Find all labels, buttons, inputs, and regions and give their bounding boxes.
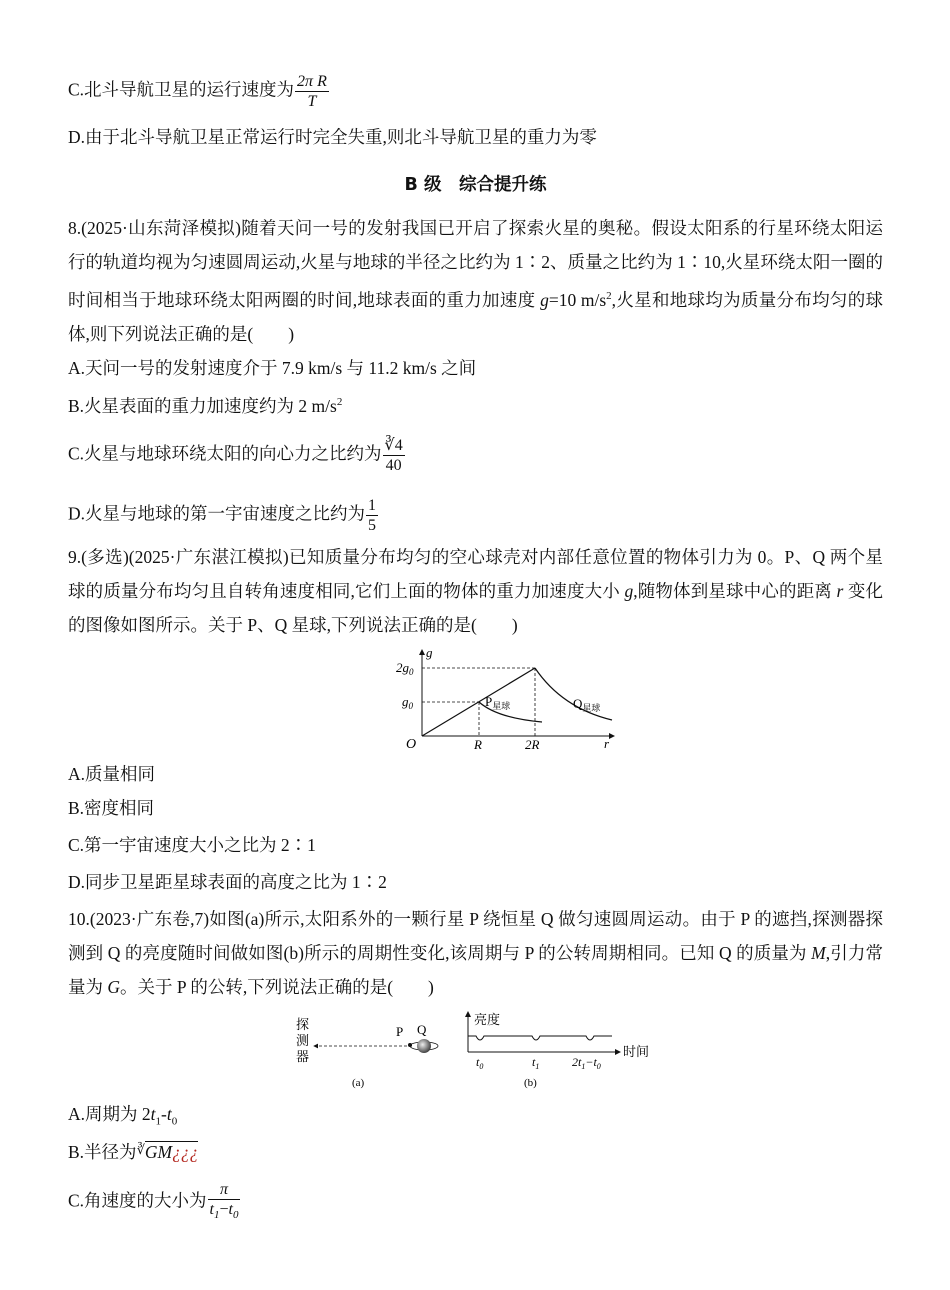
q8-stem-sup: 2 <box>606 290 612 302</box>
q10-caption-b: (b) <box>524 1077 537 1089</box>
q10-option-c-text: C.角速度的大小为 <box>68 1190 207 1211</box>
q9-x-label: r <box>604 736 610 751</box>
q10-c-fraction <box>208 1180 241 1225</box>
q9-origin-label: O <box>406 737 417 752</box>
q9-tick-g0 <box>402 694 414 711</box>
q10-c-den-minus: − <box>219 1201 229 1218</box>
q10-tick-2t1-sub: 1 <box>581 1062 586 1071</box>
q8-option-c-text: C.火星与地球环绕太阳的向心力之比约为 <box>68 443 382 464</box>
q10-c-numerator: π <box>208 1180 241 1200</box>
q9-label-Q <box>573 696 600 713</box>
q9-curve-Q <box>535 668 612 720</box>
q7-c-numerator: 2π R <box>297 73 327 90</box>
q10-stem-text-1: 10.(2023·广东卷,7)如图(a)所示,太阳系外的一颗行星 P 绕恒星 Q 做匀速圆周运动。由于 P 的遮挡,探测器探测到 Q 的亮度随时间做如图(b)所示的周期性变化,该周期与 P 的公转周期相同。已知 Q 的质量为 <box>68 909 883 963</box>
q8-option-d <box>68 496 378 535</box>
q8-option-b-text: B.火星表面的重力加速度约为 2 m/s <box>68 395 337 416</box>
q10-label-P: P <box>396 1024 404 1039</box>
q10-detector-char-2: 测 <box>296 1033 310 1048</box>
q9-stem-r: r <box>836 581 844 601</box>
q10-b-y-label: 亮度 <box>474 1012 501 1027</box>
q10-option-a-text: A.周期为 2 <box>68 1104 151 1124</box>
q10-brightness-curve <box>468 1036 612 1040</box>
q9-stem-g: g <box>624 581 634 601</box>
q7-option-c-text: C.北斗导航卫星的运行速度为 <box>68 79 295 100</box>
q8-stem-g: g <box>540 289 549 310</box>
q10-planet-P <box>408 1043 412 1047</box>
q8-option-b-sup: 2 <box>336 396 343 408</box>
q8-stem <box>68 211 883 351</box>
q10-tick-t0-main: t <box>476 1055 480 1069</box>
q9-stem-text-1: 9.(多选)(2025·广东湛江模拟)已知质量分布均匀的空心球壳对内部任意位置的物体引力为 0。P、Q 两个星球的质量分布均匀且自转角速度相同,它们上面的物体的重力加速度大小 <box>68 547 883 601</box>
q9-gravity-graph <box>392 646 622 754</box>
q10-b-gm: GM <box>144 1142 173 1162</box>
q8-stem-text-2: =10 m/s <box>548 289 607 310</box>
q10-a-minus: - <box>161 1104 167 1124</box>
q8-stem-text-3: ,火星和地球均为质量分布均匀的球体,则下列说法正确的是( ) <box>68 289 884 344</box>
q9-label-P-main: P <box>485 694 493 709</box>
q10-b-root-sign: ∛ <box>136 1142 145 1157</box>
q7-c-denominator: T <box>307 93 317 110</box>
q10-tick-2t1: 2t <box>572 1055 582 1069</box>
q10-tick-minus-t0: −t <box>585 1055 597 1069</box>
q10-b-garbled: ¿¿¿ <box>172 1142 199 1162</box>
q8-option-d-text: D.火星与地球的第一宇宙速度之比约为 <box>68 503 366 524</box>
q9-label-Q-main: Q <box>573 696 583 711</box>
q10-option-b <box>68 1138 198 1164</box>
q8-d-fraction <box>366 496 378 535</box>
q10-detector-char-1: 探 <box>296 1017 310 1032</box>
q10-tick-t1-main: t <box>532 1055 536 1069</box>
q8-c-denominator: 40 <box>385 457 402 474</box>
q7-option-d: D.由于北斗导航卫星正常运行时完全失重,则北斗导航卫星的重力为零 <box>68 127 597 147</box>
q8-option-b <box>68 390 342 418</box>
q9-tick-2g0-sub: 0 <box>409 667 414 677</box>
q9-tick-g0-sub: 0 <box>408 701 413 711</box>
q10-tick-2t1-t0 <box>572 1055 601 1071</box>
q9-y-label: g <box>426 646 433 660</box>
q9-option-a: A.质量相同 <box>68 764 156 784</box>
q10-tick-t1 <box>532 1055 539 1071</box>
q9-tick-2g0-main: 2g <box>396 660 409 675</box>
q9-label-P-sub: 星球 <box>492 701 511 711</box>
q10-tick-t1-sub: 1 <box>535 1062 540 1071</box>
q9-tick-R: R <box>474 737 482 752</box>
q8-d-numerator: 1 <box>368 497 377 514</box>
q8-c-fraction <box>383 436 405 475</box>
q9-tick-2g0 <box>396 660 414 677</box>
q10-c-den-t1: t <box>209 1201 214 1218</box>
q10-caption-a: (a) <box>352 1077 365 1089</box>
q10-option-b-text: B.半径为 <box>68 1142 137 1162</box>
q9-option-d: D.同步卫星距星球表面的高度之比为 1∶2 <box>68 872 387 892</box>
q10-a-t0: t <box>166 1104 172 1124</box>
q10-tick-t0 <box>476 1055 483 1071</box>
q9-stem <box>68 540 883 642</box>
q9-option-c: C.第一宇宙速度大小之比为 2∶1 <box>68 835 316 855</box>
q10-c-denominator <box>208 1200 241 1225</box>
q10-label-Q: Q <box>417 1022 427 1037</box>
q9-stem-text-2: ,随物体到星球中心的距离 <box>633 581 837 601</box>
q10-c-den-t0-sub: 0 <box>232 1209 239 1222</box>
q10-stem-M: M <box>811 943 826 963</box>
q9-tick-g0-main: g <box>402 694 409 709</box>
q10-b-radicand <box>145 1141 198 1162</box>
q10-figure-a <box>292 1012 442 1092</box>
q8-option-c <box>68 436 405 475</box>
q9-label-P <box>485 694 510 711</box>
q9-option-b: B.密度相同 <box>68 798 155 818</box>
q8-option-a: A.天问一号的发射速度介于 7.9 km/s 与 11.2 km/s 之间 <box>68 358 477 378</box>
q8-stem-text-1: 8.(2025·山东菏泽模拟)随着天问一号的发射我国已开启了探索火星的奥秘。假设太阳系的行星环绕太阳运行的轨道均视为匀速圆周运动,火星与地球的半径之比约为 1∶2、质量之比约为 1∶10,火星环绕太阳一圈的时间相当于地球环绕太阳两圈的时间,地球表面的重力加速度 <box>68 218 883 310</box>
q7-c-fraction <box>295 72 329 111</box>
q10-figure-b <box>460 1008 660 1092</box>
section-title: B 级 综合提升练 <box>404 175 547 195</box>
q7-option-c <box>68 72 329 111</box>
q10-a-t0-sub: 0 <box>171 1115 178 1128</box>
q10-c-den-t1-sub: 1 <box>214 1209 220 1222</box>
q8-d-denominator: 5 <box>368 517 377 534</box>
q10-option-a <box>68 1102 177 1134</box>
q10-tick-minus-t0-sub: 0 <box>596 1062 601 1071</box>
q10-stem-text-3: 。关于 P 的公转,下列说法正确的是( ) <box>120 977 434 997</box>
q9-stem-text-3: 变化的图像如图所示。关于 P、Q 星球,下列说法正确的是( ) <box>68 581 884 635</box>
q10-a-t1-sub: 1 <box>155 1115 162 1128</box>
q10-stem-G: G <box>107 977 121 997</box>
q10-b-x-label: 时间 <box>623 1044 650 1059</box>
q10-option-c <box>68 1180 240 1225</box>
q9-label-Q-sub: 星球 <box>582 703 601 713</box>
q10-detector-char-3: 器 <box>296 1049 310 1064</box>
q10-a-t1: t <box>150 1104 156 1124</box>
q10-c-den-t0: t <box>228 1201 233 1218</box>
q10-stem <box>68 902 883 1004</box>
q8-c-numerator: ∛4 <box>384 437 403 454</box>
q10-stem-text-2: ,引力常量为 <box>68 943 884 997</box>
q10-tick-t0-sub: 0 <box>479 1062 484 1071</box>
q9-tick-2R: 2R <box>525 737 540 752</box>
q10-star-Q <box>417 1039 431 1053</box>
